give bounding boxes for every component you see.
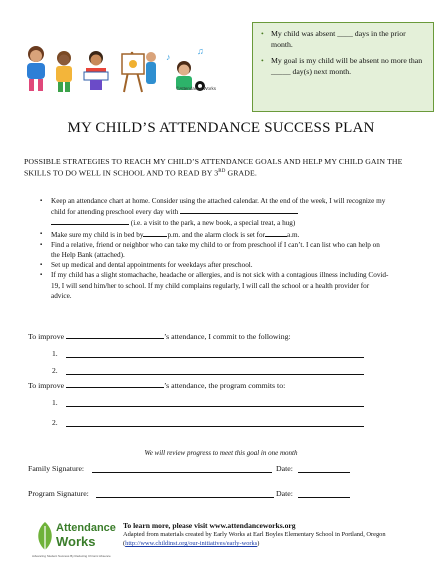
child-name-blank[interactable] [66,380,164,388]
commit-suffix: ’s attendance, I commit to the following: [164,332,291,341]
reward-blank[interactable] [180,206,298,214]
commit-number: 2. [52,418,58,427]
logo-text-attendance: Attendance [56,522,116,534]
program-signature-label: Program Signature: [28,489,89,498]
list-item [40,196,390,229]
goal-line-absent: • My child was absent ____ days in the prior month. [261,29,425,50]
child-figure [84,51,108,90]
family-signature-line[interactable] [92,472,272,473]
commit-answer-line[interactable] [66,357,364,358]
list-item [40,260,390,270]
strategy-text: Make sure my child is in bed by [51,230,144,239]
strategies-heading [24,157,422,179]
child-figure [56,51,72,92]
strategy-text: Set up medical and dental appointments for weekdays after preschool. [51,261,253,270]
page-title: MY CHILD’S ATTENDANCE SUCCESS PLAN [67,120,375,136]
source-link[interactable]: http://www.childinst.org/our-initiatives/early-works [125,540,258,547]
program-signature-line[interactable] [96,497,274,498]
family-commit-line [28,331,291,341]
bedtime-blank[interactable] [143,229,167,237]
svg-text:♫: ♫ [197,46,204,56]
strategy-text: Keep an attendance chart at home. Consider using the attached calendar. At the end of the week, I will recognize my child for attending preschool every day with [51,197,386,217]
learn-more-text: To learn more, please visit www.attendanceworks.org [123,521,296,530]
list-item [40,229,390,240]
review-note: We will review progress to meet this goal in one month [144,449,298,457]
adapted-from-text [123,530,423,548]
list-item [40,240,390,260]
strategies-heading-text: POSSIBLE STRATEGIES TO REACH MY CHILD’S ATTENDANCE GOALS AND HELP MY CHILD GAIN THE SKILLS TO DO WELL IN SCHOOL AND TO READ BY 3 [24,157,403,178]
commit-answer-line[interactable] [66,374,364,375]
program-commit-line [28,380,285,390]
logo-tagline: Advancing Student Success By Reducing Chronic Absence [32,554,111,558]
commit-prefix: To improve [28,332,65,341]
commit-number: 1. [52,349,58,358]
svg-text:♪: ♪ [166,52,171,62]
strategy-text: Find a relative, friend or neighbor who can take my child to or from preschool if I can’t. I can list who can help on the Help Bank (attached). [51,240,380,260]
list-item [40,270,390,301]
goal-line-target: • My goal is my child will be absent no more than _____ day(s) next month. [261,56,425,77]
strategies-heading-end: GRADE. [225,168,257,178]
leaf-icon [34,520,56,552]
commit-answer-line[interactable] [66,426,364,427]
child-name-blank[interactable] [66,331,164,339]
family-date-line[interactable] [298,472,350,473]
image-credit: ©Attendance Works [176,86,217,91]
strategy-note: (i.e. a visit to the park, a new book, a special treat, a hug) [130,219,296,228]
reward-blank-2[interactable] [51,217,129,225]
commit-number: 1. [52,398,58,407]
attendance-works-logo [32,520,122,560]
strategy-text: p.m. and the alarm clock is set for [167,230,266,239]
strategy-text: If my child has a slight stomachache, headache or allergies, and is not sick with a contagious illness including Covid-19, I will send him/her to school. If my child complains regularly, I will call the school or a health provider for advice. [51,271,389,300]
easel-icon [122,52,156,92]
commit-prefix: To improve [28,381,65,390]
commit-suffix: ’s attendance, the program commits to: [164,381,286,390]
date-label: Date: [276,489,293,498]
child-figure [27,46,45,91]
logo-text-works: Works [56,534,96,549]
strategies-heading-sup: RD [218,169,226,175]
strategy-text: a.m. [287,230,300,239]
goal-box [252,22,434,112]
commit-number: 2. [52,366,58,375]
child-figure [166,46,205,91]
footer [123,521,423,548]
strategy-list [40,196,390,301]
adapted-close: ) [257,540,260,547]
adapted-text: Adapted from materials created by Early Works at Earl Boyles Elementary School in Portland, Oregon ( [123,531,386,547]
date-label: Date: [276,464,293,473]
family-signature-label: Family Signature: [28,464,85,473]
commit-answer-line[interactable] [66,406,364,407]
alarm-blank[interactable] [265,229,287,237]
program-date-line[interactable] [298,497,350,498]
